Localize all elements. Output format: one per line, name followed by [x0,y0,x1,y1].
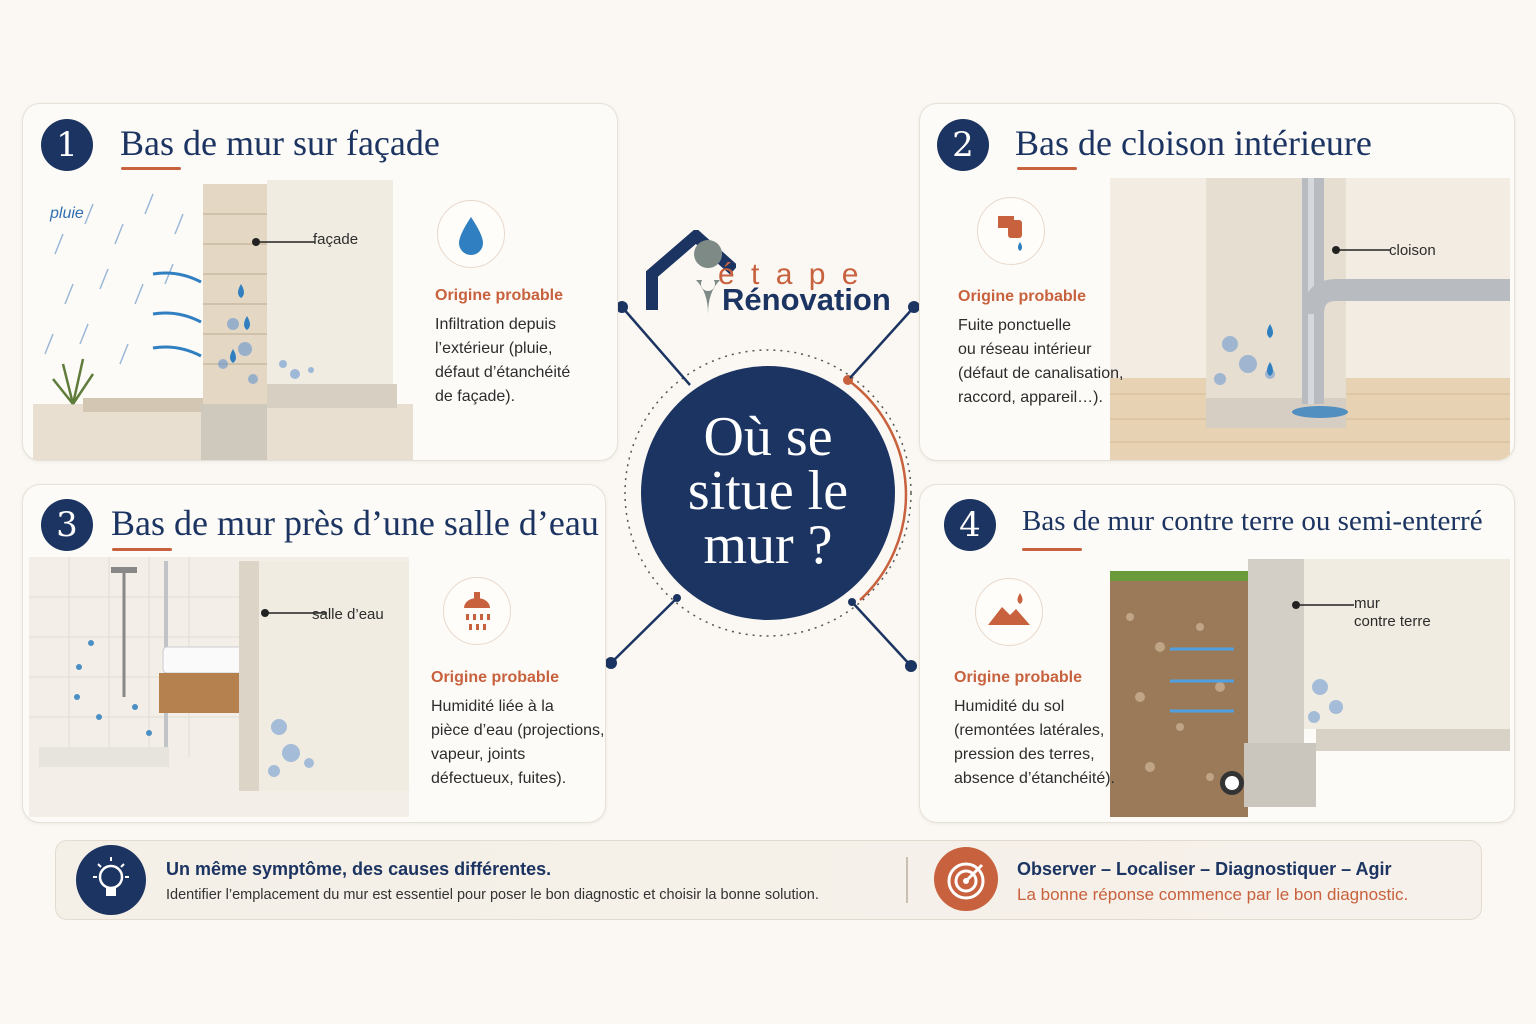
footer-banner [55,840,1482,920]
card-number: 2 [937,119,989,171]
title-underline [121,167,181,170]
title-underline [1022,548,1082,551]
origin-text: Humidité liée à la pièce d’eau (projections, vapeur, joints défectueux, fuites). [431,698,605,787]
origin-text: Infiltration depuis l’extérieur (pluie, défaut d’étanchéité de façade). [435,316,571,405]
card-number: 3 [41,499,93,551]
cloison-illustration [1110,174,1510,461]
callout-facade: façade [313,231,359,248]
card-salle-eau [22,484,606,823]
facade-illustration [33,174,413,461]
shower-head-icon [443,577,511,645]
card-title: Bas de mur près d’une salle d’eau [111,503,599,543]
card-cloison [919,103,1515,461]
center-line-1: Où se [703,406,833,468]
title-underline [112,548,172,551]
center-question [641,406,895,576]
card-title: Bas de mur sur façade [120,123,440,163]
origin-text: Humidité du sol (remontées latérales, pression des terres, absence d’étanchéité). [954,698,1115,787]
logo [646,230,896,322]
center-line-2: situe le [687,460,849,522]
footer-right-title: Observer – Localiser – Diagnostiquer – Agir [1017,859,1392,879]
footer-left-text: Identifier l’emplacement du mur est essentiel pour poser le bon diagnostic et choisir la bonne solution. [166,887,819,903]
lightbulb-icon [76,845,146,915]
card-contre-terre [919,484,1515,823]
card-facade [22,103,618,461]
target-icon [934,847,998,911]
origin-title: Origine probable [958,288,1087,305]
rain-label: pluie [50,205,84,222]
title-underline [1017,167,1077,170]
center-line-3: mur ? [703,514,833,576]
origin-text: Fuite ponctuelle ou réseau intérieur (défaut de canalisation, raccord, appareil…). [958,317,1124,406]
soil-drop-icon [975,578,1043,646]
salle-eau-illustration [29,557,409,817]
origin-title: Origine probable [431,669,560,686]
footer-right-text: La bonne réponse commence par le bon diagnostic. [1017,885,1409,904]
logo-top: é t a p e [718,258,863,291]
water-drop-icon [437,200,505,268]
footer-divider [906,857,908,903]
callout-salle-eau: salle d’eau [312,606,384,623]
card-title: Bas de mur contre terre ou semi-enterré [1022,505,1483,537]
card-number: 1 [41,119,93,171]
card-number: 4 [944,499,996,551]
card-title: Bas de cloison intérieure [1015,123,1372,163]
contre-terre-illustration [1110,557,1510,817]
logo-bottom: Rénovation [722,282,891,317]
callout-cloison: cloison [1389,242,1436,259]
pipe-leak-icon [977,197,1045,265]
origin-title: Origine probable [954,669,1083,686]
footer-left-title: Un même symptôme, des causes différentes. [166,859,552,879]
origin-title: Origine probable [435,287,564,304]
callout-contre-terre: mur contre terre [1354,595,1431,630]
